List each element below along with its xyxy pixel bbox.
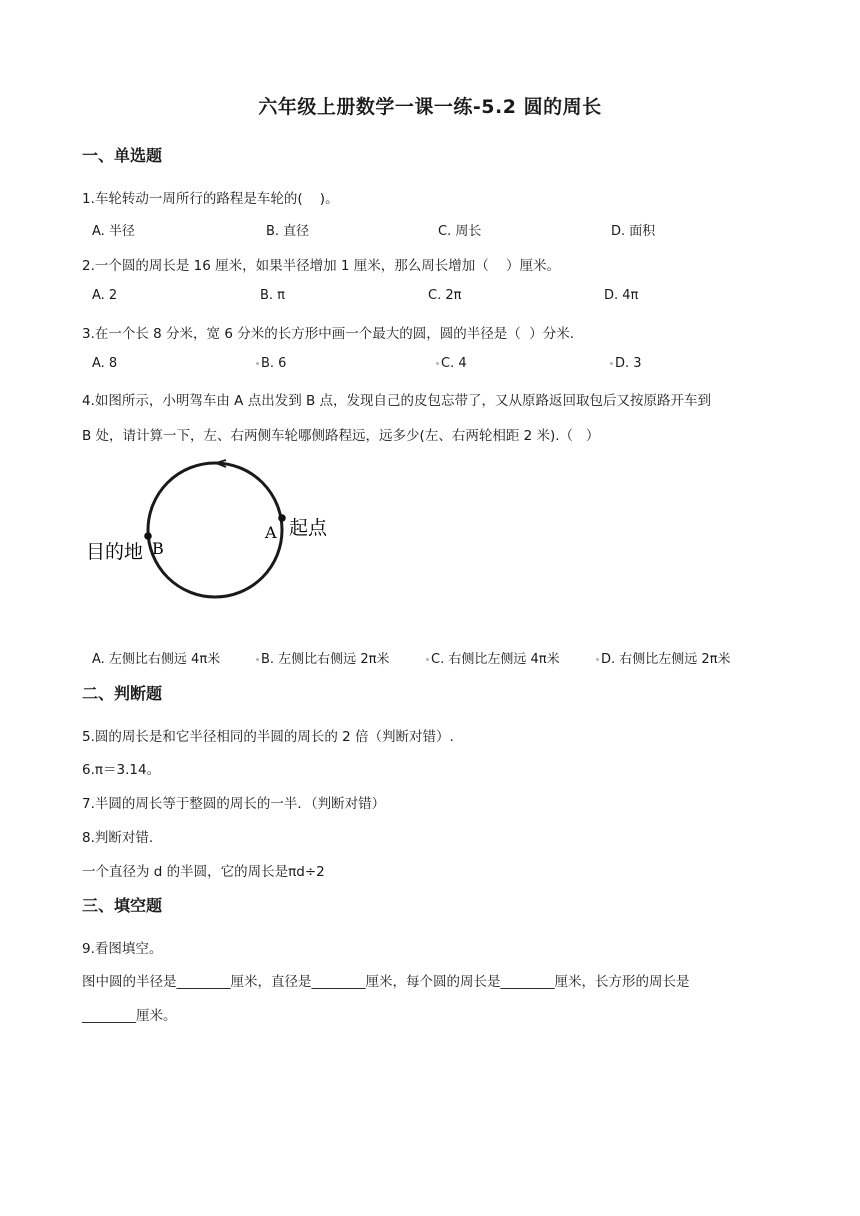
bullet-dot: [256, 658, 259, 661]
label-a: A: [265, 523, 277, 542]
route-circle: [148, 463, 282, 597]
q2-option-b[interactable]: B. π: [260, 288, 286, 303]
question-8: 8.判断对错.: [82, 830, 154, 846]
q3-option-a[interactable]: A. 8: [92, 356, 118, 371]
q1-option-a[interactable]: A. 半径: [92, 224, 135, 239]
q4-option-d[interactable]: D. 右侧比左侧远 2π米: [596, 648, 731, 667]
q3-option-d[interactable]: D. 3: [610, 356, 642, 371]
bullet-dot: [610, 362, 613, 365]
question-9-line-2: ________厘米。: [82, 1008, 177, 1024]
question-8-statement: 一个直径为 d 的半圆，它的周长是πd÷2: [82, 864, 325, 880]
bullet-dot: [256, 362, 259, 365]
question-9: 9.看图填空。: [82, 941, 163, 957]
question-4-options: [92, 648, 792, 668]
q3-option-b[interactable]: B. 6: [256, 356, 286, 371]
section-heading-true-false: 二、判断题: [82, 684, 163, 703]
question-4-line-2: B 处，请计算一下，左、右两侧车轮哪侧路程远，远多少(左、右两轮相距 2 米).（ ）: [82, 428, 600, 444]
question-4-line-1: 4.如图所示，小明驾车由 A 点出发到 B 点，发现自己的皮包忘带了，又从原路返回取包后又按原路开车到: [82, 393, 712, 409]
q2-option-d[interactable]: D. 4π: [604, 288, 639, 303]
question-9-line-1: 图中圆的半径是________厘米，直径是________厘米，每个圆的周长是________厘米，长方形的周长是: [82, 974, 690, 990]
point-b-marker: [144, 532, 152, 540]
q1-option-d[interactable]: D. 面积: [611, 224, 656, 239]
q3-option-c[interactable]: C. 4: [436, 356, 467, 371]
bullet-dot: [436, 362, 439, 365]
q4-option-c[interactable]: C. 右侧比左侧远 4π米: [426, 648, 560, 667]
bullet-dot: [426, 658, 429, 661]
label-start: 起点: [289, 517, 328, 539]
label-b: B: [152, 539, 164, 558]
q2-option-a[interactable]: A. 2: [92, 288, 118, 303]
q1-option-c[interactable]: C. 周长: [438, 224, 482, 239]
question-3: 3.在一个长 8 分米，宽 6 分米的长方形中画一个最大的圆，圆的半径是（ ）分米.: [82, 326, 575, 342]
bullet-dot: [596, 658, 599, 661]
section-heading-single-choice: 一、单选题: [82, 146, 163, 165]
question-7: 7.半圆的周长等于整圆的周长的一半．（判断对错）: [82, 796, 386, 812]
label-destination: 目的地: [86, 541, 144, 563]
circle-route-figure: [80, 452, 350, 612]
question-5: 5.圆的周长是和它半径相同的半圆的周长的 2 倍（判断对错）.: [82, 729, 454, 745]
question-2-options: [92, 288, 792, 308]
point-a-marker: [278, 514, 286, 522]
question-6: 6.π＝3.14。: [82, 762, 161, 778]
q4-option-a[interactable]: A. 左侧比右侧远 4π米: [92, 652, 221, 667]
section-heading-fill-blank: 三、填空题: [82, 896, 163, 915]
q1-option-b[interactable]: B. 直径: [266, 224, 310, 239]
q2-option-c[interactable]: C. 2π: [428, 288, 462, 303]
question-3-options: [92, 356, 792, 376]
question-2: 2.一个圆的周长是 16 厘米，如果半径增加 1 厘米，那么周长增加（ ）厘米。: [82, 258, 560, 274]
question-1: 1.车轮转动一周所行的路程是车轮的( )。: [82, 191, 339, 207]
page-title: 六年级上册数学一课一练-5.2 圆的周长: [258, 96, 602, 118]
q4-option-b[interactable]: B. 左侧比右侧远 2π米: [256, 648, 389, 667]
question-1-options: [92, 220, 792, 240]
